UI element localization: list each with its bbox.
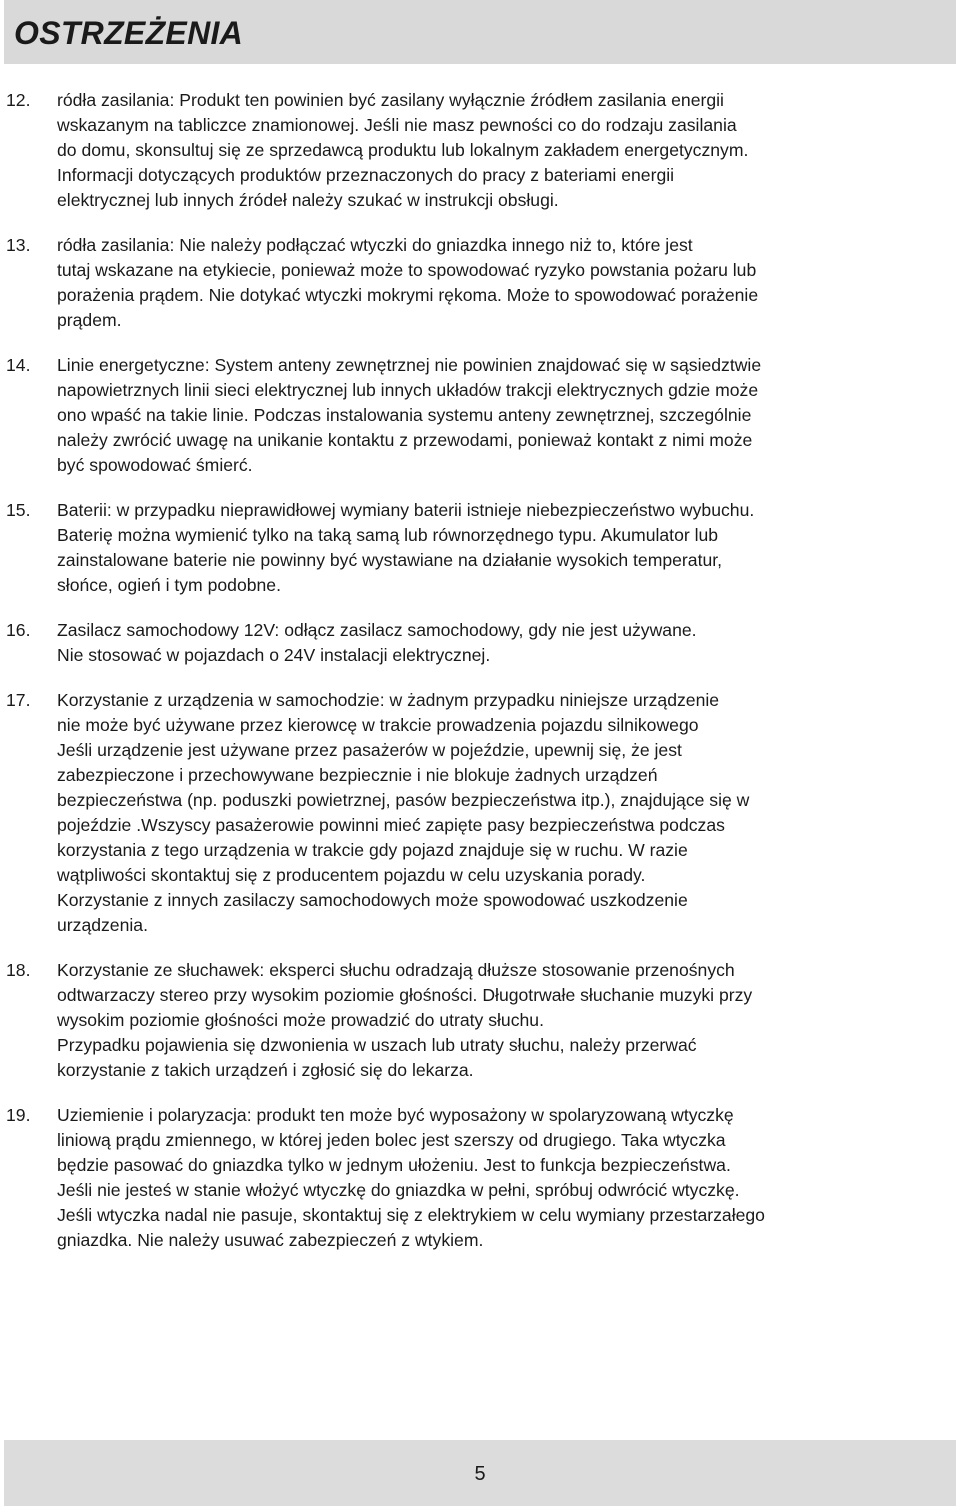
warning-item-number: 17. xyxy=(6,690,31,710)
warning-text-line: należy zwrócić uwagę na unikanie kontaktu z przewodami, ponieważ kontakt z nimi może xyxy=(57,430,753,450)
warning-text-line: gniazdka. Nie należy usuwać zabezpieczeń z wtykiem. xyxy=(57,1230,484,1250)
warning-item-number: 16. xyxy=(6,620,31,640)
warning-item-number: 19. xyxy=(6,1105,31,1125)
warning-text-line: bezpieczeństwa (np. poduszki powietrznej, pasów bezpieczeństwa itp.), znajdujące się w xyxy=(57,790,750,810)
warning-item xyxy=(0,88,960,213)
warning-item-number: 14. xyxy=(6,355,31,375)
warning-text-line: Baterię można wymienić tylko na taką samą lub równorzędnego typu. Akumulator lub xyxy=(57,525,719,545)
warning-text-line: Nie stosować w pojazdach o 24V instalacji elektrycznej. xyxy=(57,645,491,665)
warning-item xyxy=(0,498,960,598)
warning-text-line: tutaj wskazane na etykiecie, ponieważ może to spowodować ryzyko powstania pożaru lub xyxy=(57,260,757,280)
warning-item-number: 12. xyxy=(6,90,31,110)
warning-item-text xyxy=(57,1103,956,1253)
page-title: OSTRZEŻENIA xyxy=(14,15,244,51)
warning-text-line: prądem. xyxy=(57,310,122,330)
warning-item-text xyxy=(57,618,956,668)
warning-item-text xyxy=(57,958,956,1083)
warning-text-line: Baterii: w przypadku nieprawidłowej wymiany baterii istnieje niebezpieczeństwo wybuchu. xyxy=(57,500,755,520)
warning-text-line: pojeździe .Wszyscy pasażerowie powinni mieć zapięte pasy bezpieczeństwa podczas xyxy=(57,815,725,835)
warning-item xyxy=(0,233,960,333)
warnings-list xyxy=(0,88,960,1273)
warning-text-line: Jeśli nie jesteś w stanie włożyć wtyczkę do gniazdka w pełni, spróbuj odwrócić wtyczkę. xyxy=(57,1180,740,1200)
warning-text-line: porażenia prądem. Nie dotykać wtyczki mokrymi rękoma. Może to spowodować porażenie xyxy=(57,285,759,305)
warning-text-line: liniową prądu zmiennego, w której jeden bolec jest szerszy od drugiego. Taka wtyczka xyxy=(57,1130,726,1150)
warning-text-line: zabezpieczone i przechowywane bezpiecznie i nie blokuje żadnych urządzeń xyxy=(57,765,658,785)
warning-item-number: 18. xyxy=(6,960,31,980)
warning-text-line: urządzenia. xyxy=(57,915,148,935)
warning-text-line: korzystania z tego urządzenia w trakcie gdy pojazd znajduje się w ruchu. W razie xyxy=(57,840,688,860)
warning-text-line: wysokim poziomie głośności może prowadzić do utraty słuchu. xyxy=(57,1010,544,1030)
warning-item xyxy=(0,618,960,668)
warning-text-line: korzystanie z takich urządzeń i zgłosić się do lekarza. xyxy=(57,1060,474,1080)
warning-item-text xyxy=(57,498,956,598)
warning-text-line: Zasilacz samochodowy 12V: odłącz zasilacz samochodowy, gdy nie jest używane. xyxy=(57,620,697,640)
page-number: 5 xyxy=(474,1463,486,1485)
warning-text-line: zainstalowane baterie nie powinny być wystawiane na działanie wysokich temperatur, xyxy=(57,550,723,570)
warning-item xyxy=(0,958,960,1083)
warning-text-line: wskazanym na tabliczce znamionowej. Jeśli nie masz pewności co do rodzaju zasilania xyxy=(57,115,737,135)
warning-text-line: Jeśli urządzenie jest używane przez pasażerów w pojeździe, upewnij się, że jest xyxy=(57,740,682,760)
warning-text-line: elektrycznej lub innych źródeł należy szukać w instrukcji obsługi. xyxy=(57,190,559,210)
warning-text-line: Informacji dotyczących produktów przeznaczonych do pracy z bateriami energii xyxy=(57,165,675,185)
warning-item xyxy=(0,688,960,938)
warning-text-line: nie może być używane przez kierowcę w trakcie prowadzenia pojazdu silnikowego xyxy=(57,715,699,735)
warning-item xyxy=(0,353,960,478)
warning-text-line: wątpliwości skontaktuj się z producentem pojazdu w celu uzyskania porady. xyxy=(57,865,646,885)
warning-text-line: odtwarzaczy stereo przy wysokim poziomie głośności. Długotrwałe słuchanie muzyki przy xyxy=(57,985,753,1005)
warning-text-line: do domu, skonsultuj się ze sprzedawcą produktu lub lokalnym zakładem energetycznym. xyxy=(57,140,749,160)
warning-text-line: Jeśli wtyczka nadal nie pasuje, skontaktuj się z elektrykiem w celu wymiany przestarzałego xyxy=(57,1205,765,1225)
warning-item-text xyxy=(57,688,956,938)
section-header-bar xyxy=(4,0,956,64)
footer-bar xyxy=(4,1440,956,1506)
warning-text-line: Korzystanie ze słuchawek: eksperci słuchu odradzają dłuższe stosowanie przenośnych xyxy=(57,960,735,980)
warning-text-line: Przypadku pojawienia się dzwonienia w uszach lub utraty słuchu, należy przerwać xyxy=(57,1035,697,1055)
warning-text-line: słońce, ogień i tym podobne. xyxy=(57,575,281,595)
warning-text-line: Korzystanie z urządzenia w samochodzie: w żadnym przypadku niniejsze urządzenie xyxy=(57,690,720,710)
warning-item-number: 13. xyxy=(6,235,31,255)
warning-item-text xyxy=(57,88,956,213)
warning-text-line: napowietrznych linii sieci elektrycznej lub innych układów trakcji elektrycznych gdzie może xyxy=(57,380,759,400)
warning-text-line: ono wpaść na takie linie. Podczas instalowania systemu anteny zewnętrznej, szczególnie xyxy=(57,405,752,425)
warning-text-line: ródła zasilania: Nie należy podłączać wtyczki do gniazdka innego niż to, które jest xyxy=(57,235,693,255)
warning-item-text xyxy=(57,233,956,333)
warning-item-number: 15. xyxy=(6,500,31,520)
warning-item xyxy=(0,1103,960,1253)
warning-text-line: ródła zasilania: Produkt ten powinien być zasilany wyłącznie źródłem zasilania energii xyxy=(57,90,724,110)
warning-text-line: Korzystanie z innych zasilaczy samochodowych może spowodować uszkodzenie xyxy=(57,890,688,910)
warning-text-line: być spowodować śmierć. xyxy=(57,455,253,475)
warning-text-line: Linie energetyczne: System anteny zewnętrznej nie powinien znajdować się w sąsiedztwie xyxy=(57,355,762,375)
warning-item-text xyxy=(57,353,956,478)
warning-text-line: Uziemienie i polaryzacja: produkt ten może być wyposażony w spolaryzowaną wtyczkę xyxy=(57,1105,734,1125)
warning-text-line: będzie pasować do gniazdka tylko w jednym ułożeniu. Jest to funkcja bezpieczeństwa. xyxy=(57,1155,731,1175)
